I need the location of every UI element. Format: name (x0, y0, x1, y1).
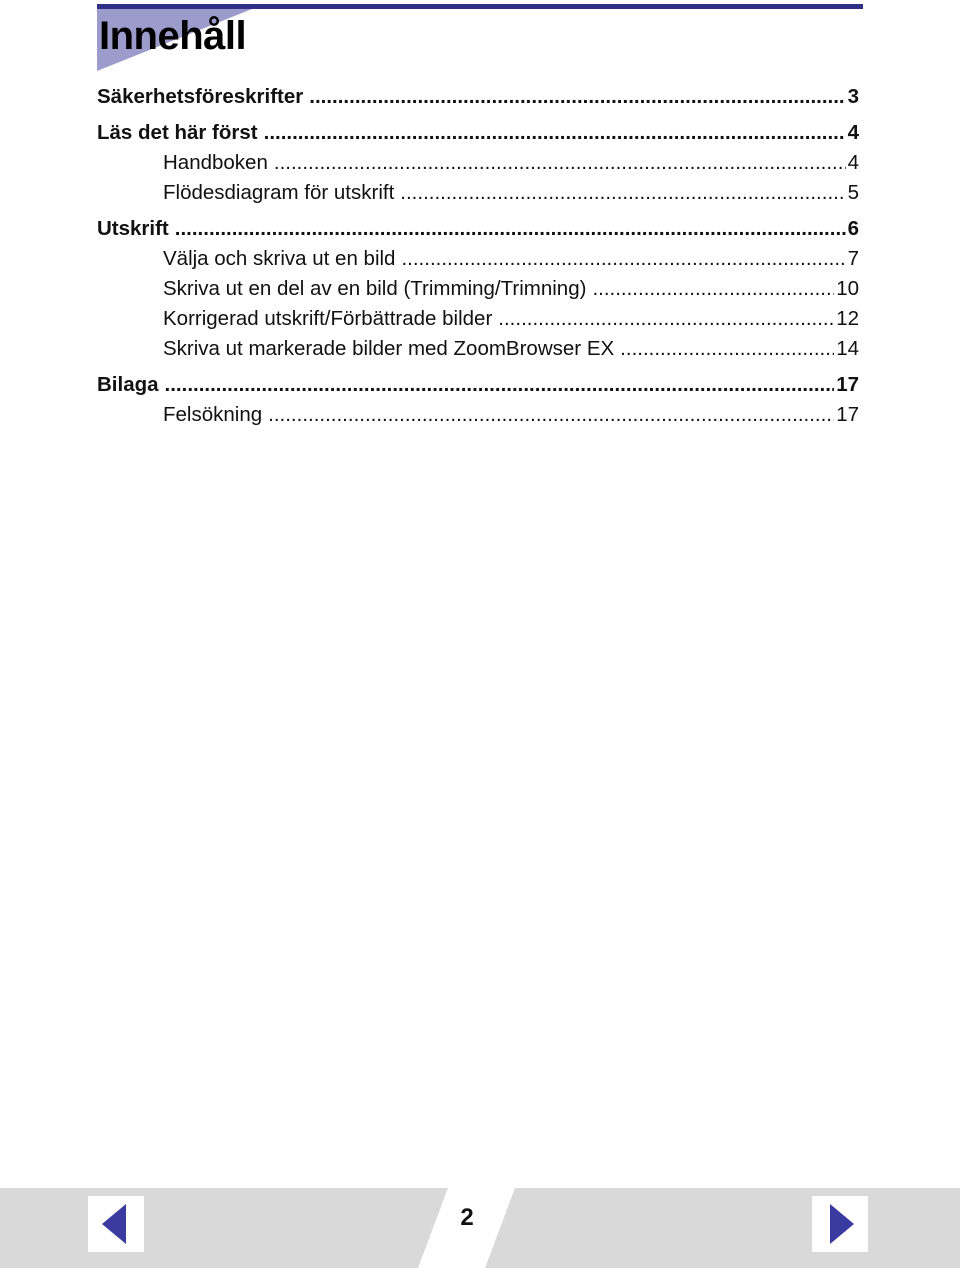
triangle-left-icon (88, 1196, 144, 1252)
toc-subentry[interactable] (97, 334, 859, 364)
toc-subentry[interactable] (97, 148, 859, 178)
toc-subentry[interactable] (97, 244, 859, 274)
toc-entry-label[interactable]: Flödesdiagram för utskrift (163, 181, 395, 204)
toc-leader (264, 118, 846, 148)
toc-entry-label[interactable]: Välja och skriva ut en bild (163, 247, 396, 270)
toc-entry-label[interactable]: Bilaga (97, 373, 159, 396)
table-of-contents (97, 82, 859, 430)
toc-entry-label[interactable]: Korrigerad utskrift/Förbättrade bilder (163, 307, 493, 330)
toc-leader (592, 274, 834, 304)
toc-leader (175, 214, 846, 244)
previous-page-button[interactable] (88, 1196, 144, 1252)
toc-leader (401, 244, 845, 274)
toc-entry-page[interactable]: 7 (847, 247, 859, 270)
toc-entry-page[interactable]: 10 (836, 277, 859, 300)
page-header (97, 4, 863, 70)
toc-entry[interactable] (97, 82, 859, 112)
toc-subentry[interactable] (97, 274, 859, 304)
toc-entry-page[interactable]: 17 (836, 403, 859, 426)
toc-leader (274, 148, 846, 178)
toc-entry-label[interactable]: Säkerhetsföreskrifter (97, 85, 304, 108)
toc-leader (309, 82, 845, 112)
toc-entry-page[interactable]: 12 (836, 307, 859, 330)
toc-entry-label[interactable]: Handboken (163, 151, 268, 174)
toc-leader (498, 304, 834, 334)
toc-leader (268, 400, 834, 430)
page-title: Innehåll (99, 14, 247, 58)
toc-subentry[interactable] (97, 304, 859, 334)
toc-subentry[interactable] (97, 400, 859, 430)
toc-entry[interactable] (97, 118, 859, 148)
toc-entry-page[interactable]: 14 (836, 337, 859, 360)
toc-entry-label[interactable]: Skriva ut en del av en bild (Trimming/Trimning) (163, 277, 587, 300)
toc-entry-page[interactable]: 3 (847, 85, 859, 108)
toc-entry-page[interactable]: 17 (836, 373, 859, 396)
toc-subentry[interactable] (97, 178, 859, 208)
toc-entry-page[interactable]: 6 (847, 217, 859, 240)
toc-entry-label[interactable]: Felsökning (163, 403, 263, 426)
toc-entry[interactable] (97, 370, 859, 400)
page-footer (0, 1188, 960, 1268)
toc-entry[interactable] (97, 214, 859, 244)
toc-leader (620, 334, 834, 364)
toc-entry-label[interactable]: Skriva ut markerade bilder med ZoomBrowser EX (163, 337, 615, 360)
triangle-right-icon (812, 1196, 868, 1252)
next-page-button[interactable] (812, 1196, 868, 1252)
toc-entry-label[interactable]: Utskrift (97, 217, 169, 240)
toc-leader (400, 178, 845, 208)
toc-entry-page[interactable]: 5 (847, 181, 859, 204)
toc-entry-page[interactable]: 4 (847, 121, 859, 144)
page-number: 2 (460, 1204, 474, 1231)
toc-entry-page[interactable]: 4 (847, 151, 859, 174)
toc-entry-label[interactable]: Läs det här först (97, 121, 258, 144)
toc-leader (165, 370, 835, 400)
